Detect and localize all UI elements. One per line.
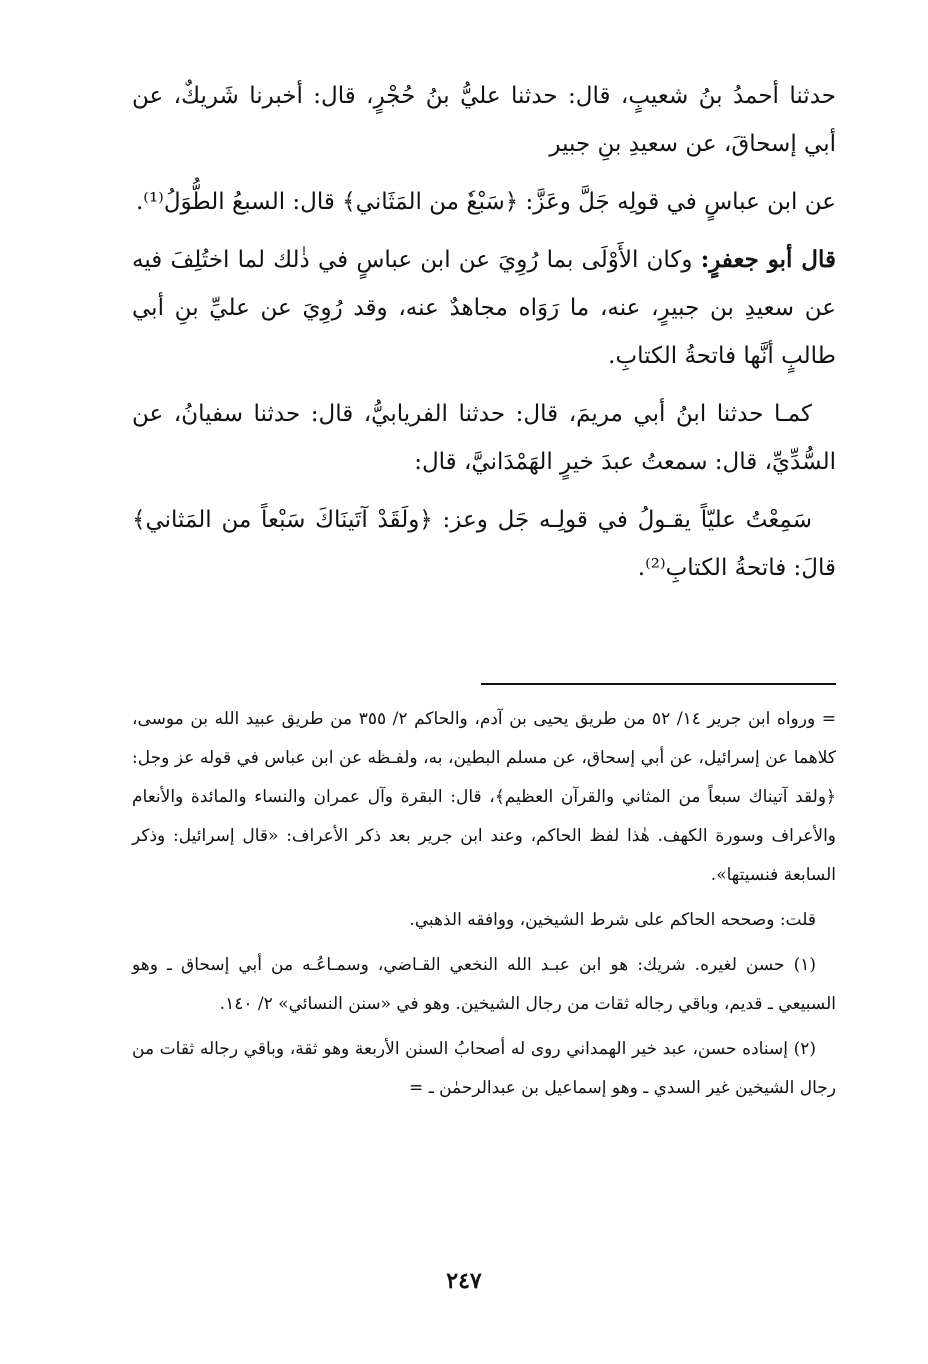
main-paragraph-4 <box>132 390 836 486</box>
main-paragraph-1 <box>132 72 836 168</box>
paragraph-body: وكان الأَوْلَى بما رُوِيَ عن ابن عباسٍ في ذٰلك لما اختُلِفَ فيه عن سعيدِ بن جبيرٍ، عنه، ما رَوَاه مجاهدٌ عنه، وقد رُوِيَ عن عليِّ بنِ أبي طالبٍ أنَّها فاتحةُ الكتابِ. <box>132 247 836 369</box>
main-text <box>132 72 836 602</box>
paragraph-lead: قال أبو جعفرٍ: <box>700 246 837 273</box>
footnote-1: (١) حسن لغيره. شريك: هو ابن عبـد الله النخعي القـاضي، وسمـاعُـه من أبي إسحاق ـ وهو السبيعي ـ قديم، وباقي رجاله ثقات من رجال الشيخين. وهو في «سنن النسائي» ٢/ ١٤٠. <box>132 955 836 1014</box>
main-paragraph-3 <box>132 236 836 380</box>
paragraph-body: حدثنا أحمدُ بنُ شعيبٍ، قال: حدثنا عليُّ بنُ حُجْرٍ، قال: أخبرنا شَريكٌ، عن أبي إسحاقَ، عن سعيدِ بنِ جبير <box>132 83 836 157</box>
main-paragraph-5 <box>132 496 836 592</box>
paragraph-body: سَمِعْتُ عليّاً يقـولُ في قولِـه جَل وعز: ﴿ولَقَدْ آتَينَاكَ سَبْعاً من المَثاني﴾ قالَ: فاتحةُ الكتابِ⁽²⁾. <box>132 507 836 581</box>
paragraph-body: كمـا حدثنا ابنُ أبي مريمَ، قال: حدثنا الفريابيُّ، قال: حدثنا سفيانُ، عن السُّدِّيِّ، قال: سمعتُ عبدَ خيرٍ الهَمْدَانيَّ، قال: <box>132 401 836 475</box>
footnote-separator <box>481 683 836 685</box>
footnote-remark: قلت: وصححه الحاكم على شرط الشيخين، ووافقه الذهبي. <box>409 910 816 930</box>
paragraph-body: عن ابن عباسٍ في قولِه جَلَّ وعَزَّ: ﴿سَبْعٗ من المَثَاني﴾ قال: السبعُ الطُّوَلُ⁽¹⁾. <box>135 189 836 215</box>
footnote-2: (٢) إسناده حسن، عبد خير الهمداني روى له أصحابُ السنن الأربعة وهو ثقة، وباقي رجاله ثقات من رجال الشيخين غير السدي ـ وهو إسماعيل بن عبدالرحمٰن ـ = <box>132 1039 836 1098</box>
footnote-continuation: = ورواه ابن جرير ١٤/ ٥٢ من طريق يحيى بن آدم، والحاكم ٢/ ٣٥٥ من طريق عبيد الله بن موسى، كلاهما عن إسرائيل، عن أبي إسحاق، عن مسلم البطين، به، ولفـظه عن ابن عباس في قوله عز وجل: ﴿ولقد آتيناك سبعاً من المثاني والقرآن العظيم﴾، قال: البقرة وآل عمران والنساء والمائدة والأنعام والأعراف وسورة الكهف. هٰذا لفظ الحاكم، وعند ابن جرير بعد ذكر الأعراف: «قال إسرائيل: وذكر السابعة فنسيتها». <box>132 709 837 885</box>
footnotes <box>132 700 836 1114</box>
main-paragraph-2 <box>132 178 836 226</box>
page-number: ٢٤٧ <box>446 1268 482 1294</box>
